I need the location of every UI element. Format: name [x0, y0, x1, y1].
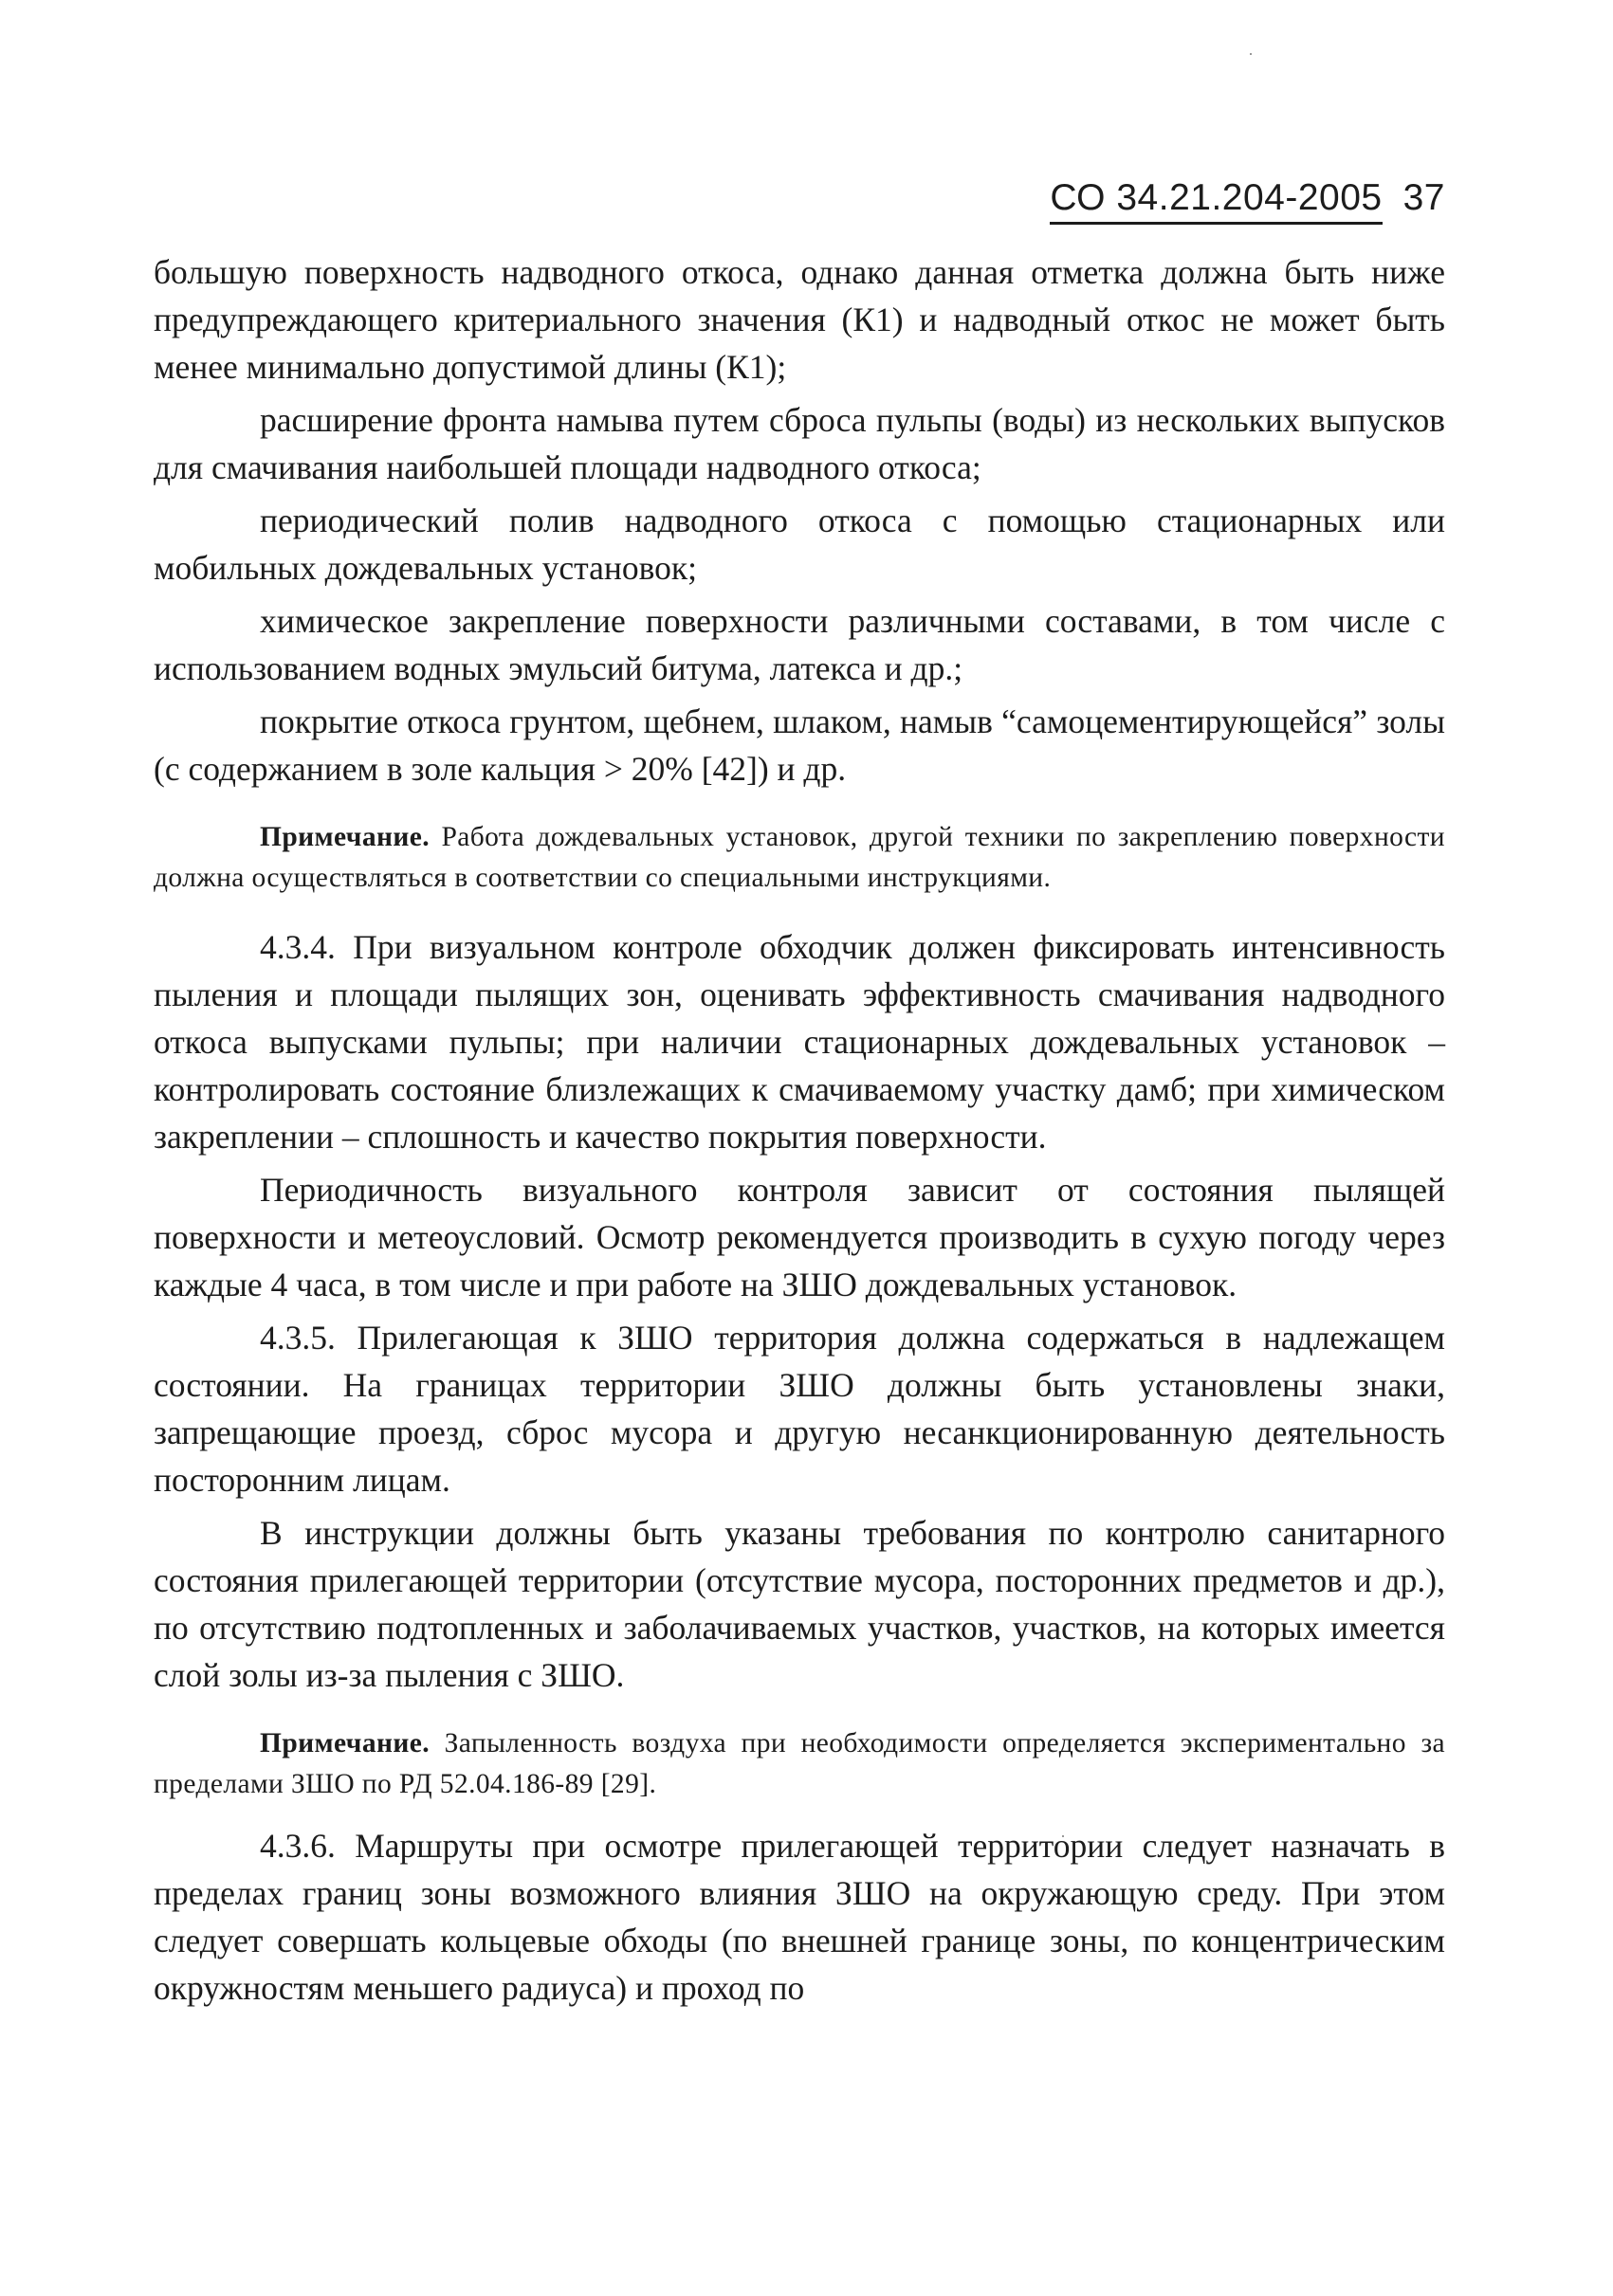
paragraph-continuation: большую поверхность надводного откоса, однако данная отметка должна быть ниже предупреждающего критериального значения (К1) и надводный откос не может быть менее минимально допустимой длины (К1);: [154, 253, 1445, 386]
note-text: Работа дождевальных установок, другой техники по закреплению поверхности должна осуществляться в соответствии со специальными инструкциями.: [154, 822, 1445, 893]
note-sprinklers: [154, 817, 1445, 899]
note-text: Запыленность воздуха при необходимости определяется экспериментально за пределами ЗШО по РД 52.04.186-89 [29].: [154, 1728, 1445, 1799]
list-item-spray-front: расширение фронта намыва путем сброса пульпы (воды) из нескольких выпусков для смачивания наибольшей площади надводного откоса;: [154, 401, 1445, 486]
note-label: Примечание.: [260, 822, 431, 852]
section-4-3-5: 4.3.5. Прилегающая к ЗШО территория должна содержаться в надлежащем состоянии. На границах территории ЗШО должны быть установлены знаки, запрещающие проезд, сброс мусора и другую несанкционированную деятельность посторонним лицам.: [154, 1319, 1445, 1499]
section-4-3-4: 4.3.4. При визуальном контроле обходчик должен фиксировать интенсивность пыления и площади пылящих зон, оценивать эффективность смачивания надводного откоса выпусками пульпы; при наличии стационарных дождевальных установок – контролировать состояние близлежащих к смачиваемому участку дамб; при химическом закреплении – сплошность и качество покрытия поверхности.: [154, 928, 1445, 1156]
page-body: [154, 248, 1445, 2012]
paragraph-inspection-frequency: Периодичность визуального контроля зависит от состояния пылящей поверхности и метеоусловий. Осмотр рекомендуется производить в сухую погоду через каждые 4 часа, в том числе и при работе на ЗШО дождевальных установок.: [154, 1171, 1445, 1303]
note-label: Примечание.: [260, 1728, 431, 1758]
list-item-slope-covering: покрытие откоса грунтом, щебнем, шлаком, намыв “самоцементирующейся” золы (с содержанием в золе кальция > 20% [42]) и др.: [154, 702, 1445, 788]
note-air-dust: [154, 1723, 1445, 1805]
document-code: СО 34.21.204-2005: [1050, 176, 1382, 225]
list-item-chemical-fixing: химическое закрепление поверхности различными составами, в том числе с использованием водных эмульсий битума, латекса и др.;: [154, 602, 1445, 687]
document-page: [154, 0, 1445, 2296]
paragraph-instruction-requirements: В инструкции должны быть указаны требования по контролю санитарного состояния прилегающей территории (отсутствие мусора, посторонних предметов и др.), по отсутствию подтопленных и заболачиваемых участков, участков, на которых имеется слой золы из-за пыления с ЗШО.: [154, 1514, 1445, 1694]
page-number: 37: [1402, 177, 1445, 218]
section-4-3-6: 4.3.6. Маршруты при осмотре прилегающей территории следует назначать в пределах границ зоны возможного влияния ЗШО на окружающую среду. При этом следует совершать кольцевые обходы (по внешней границе зоны, по концентрическим окружностям меньшего радиуса) и проход по: [154, 1827, 1445, 2007]
list-item-watering: периодический полив надводного откоса с помощью стационарных или мобильных дождевальных установок;: [154, 501, 1445, 587]
page-header: [1050, 176, 1445, 225]
